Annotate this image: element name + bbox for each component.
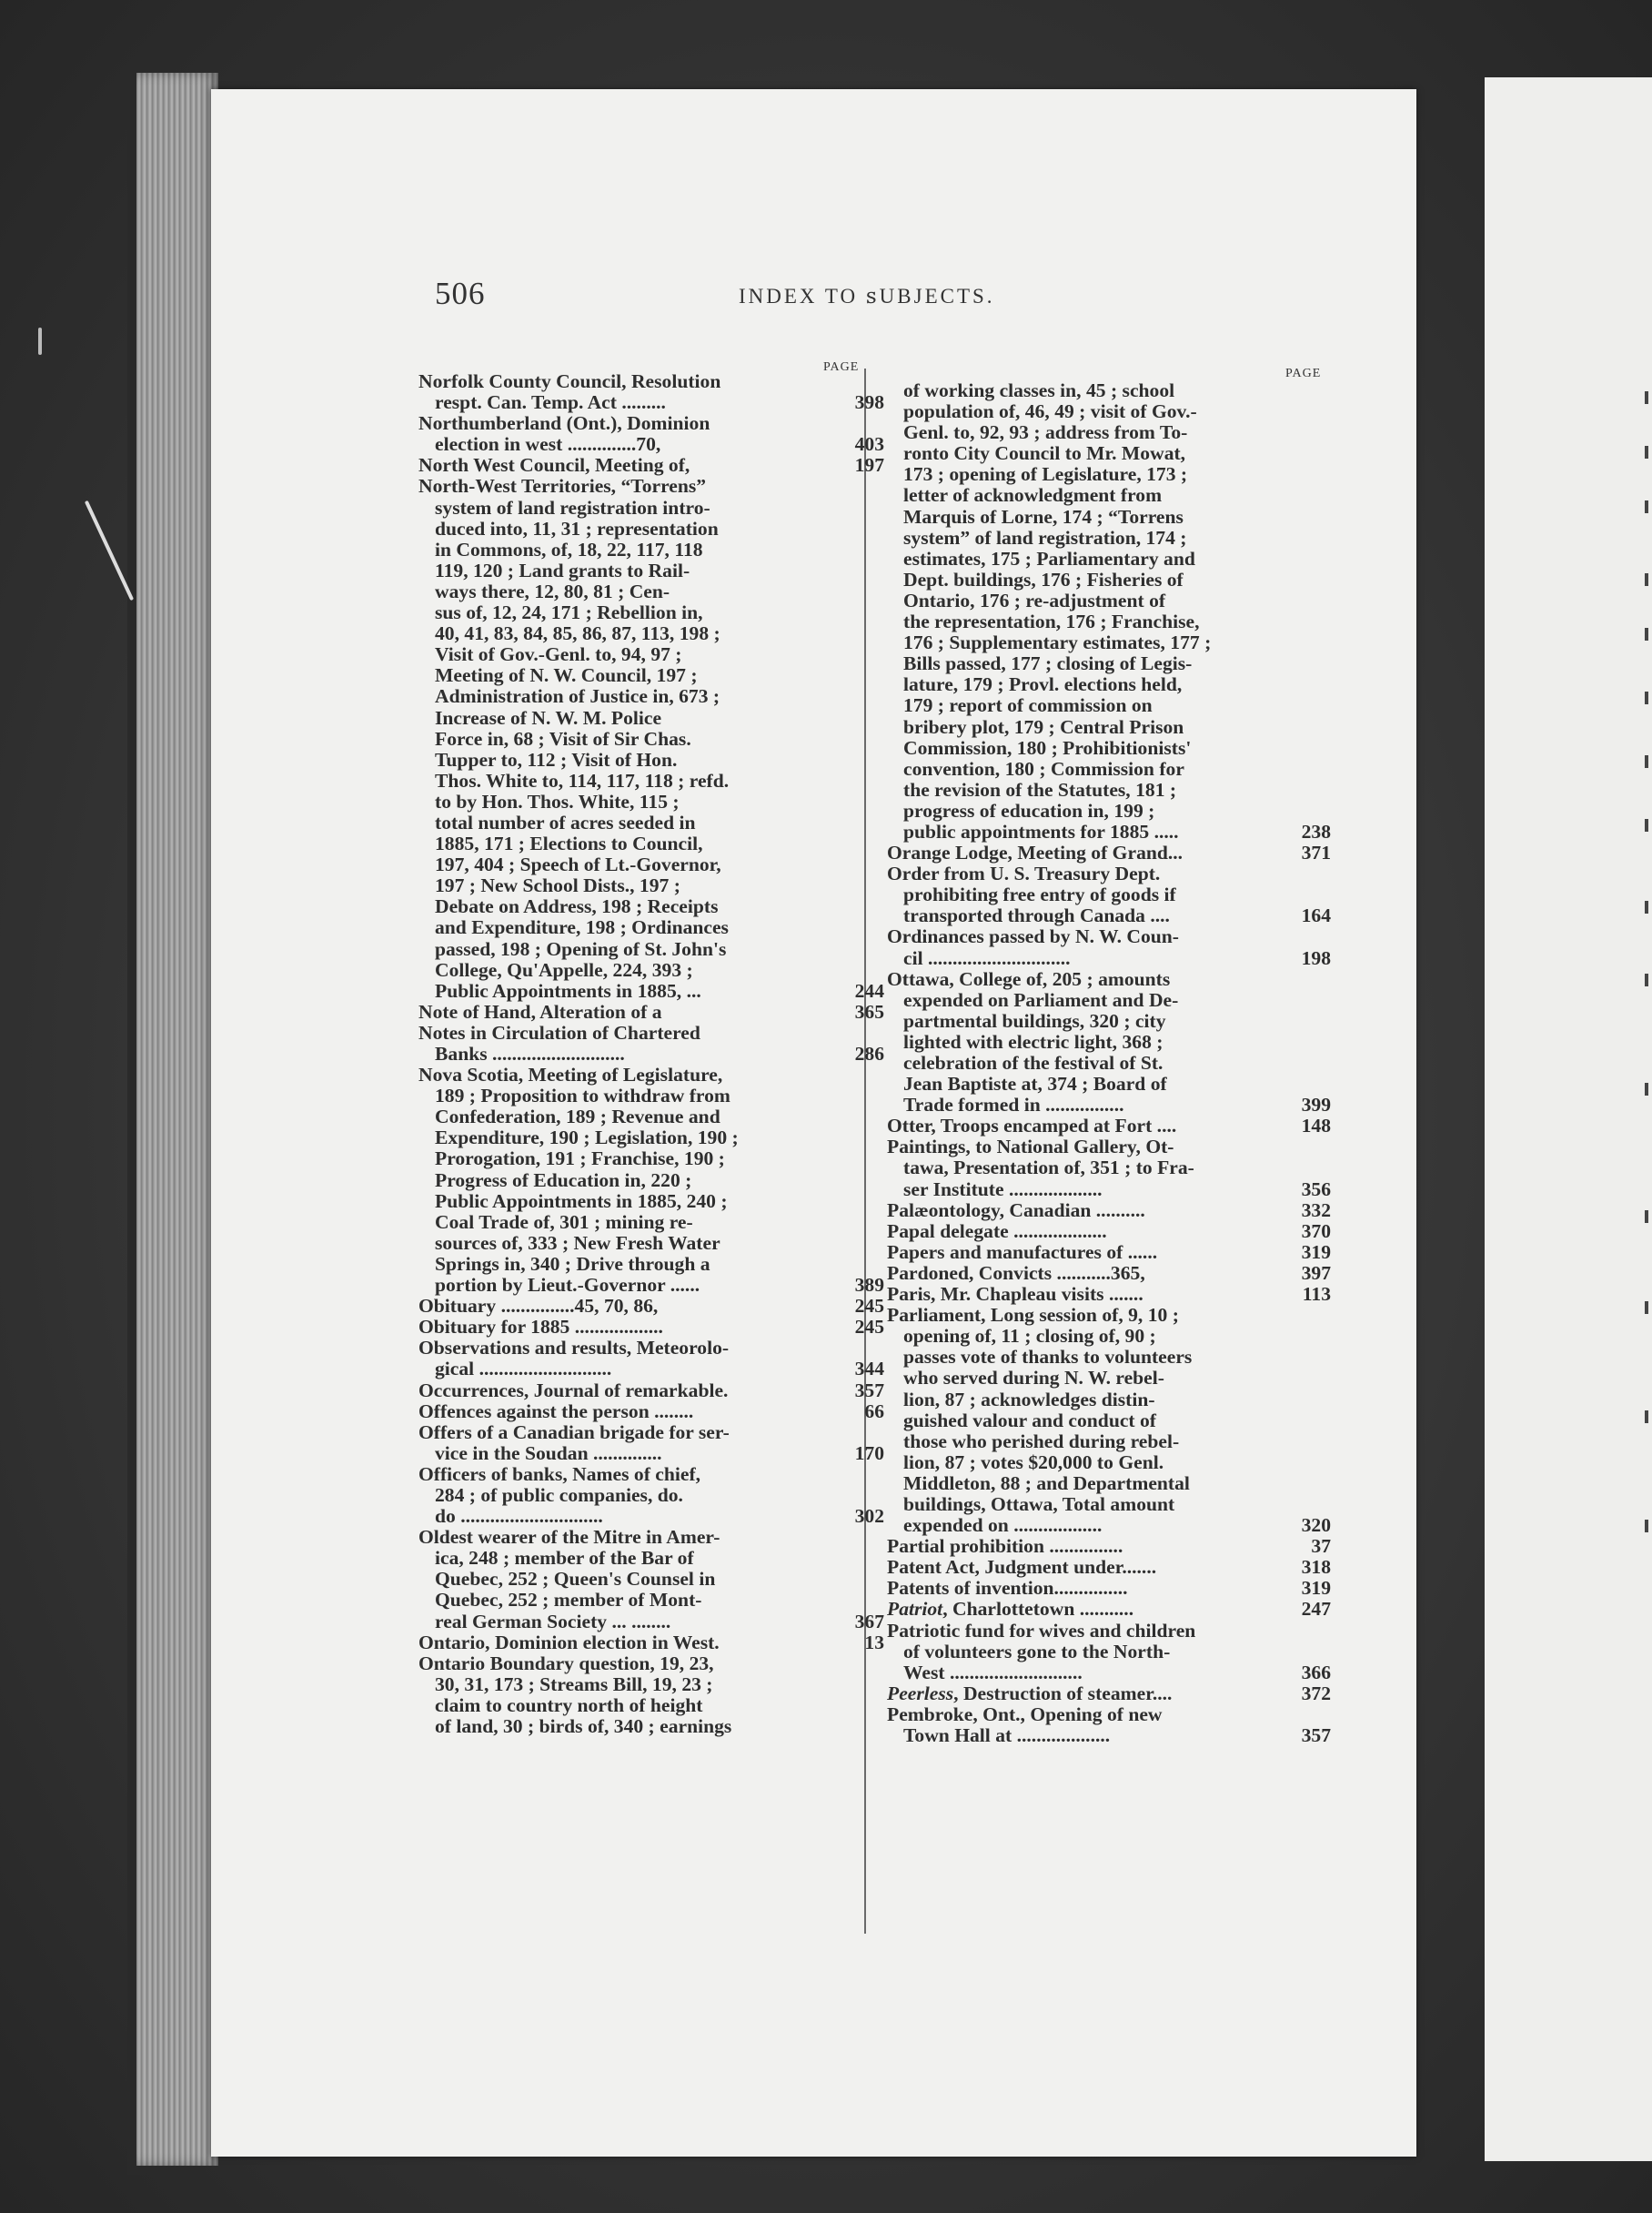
index-entry-line: Tupper to, 112 ; Visit of Hon. [435, 749, 678, 771]
index-entry-line: guished valour and conduct of [903, 1410, 1156, 1431]
index-entry-line: 119, 120 ; Land grants to Rail- [435, 560, 690, 581]
index-entry-line: Pardoned, Convicts ...........365, [887, 1262, 1145, 1284]
index-entry-line: Obituary ...............45, 70, 86, [418, 1296, 659, 1318]
index-column-left [418, 371, 884, 1737]
index-entry-page: 170 [854, 1441, 884, 1464]
index-entry-line: Coal Trade of, 301 ; mining re- [435, 1211, 693, 1233]
index-entry-line: Note of Hand, Alteration of a [418, 1001, 662, 1023]
index-entry-line: Patent Act, Judgment under....... [887, 1557, 1157, 1579]
index-entry-line: convention, 180 ; Commission for [903, 758, 1184, 780]
index-entry-line: Orange Lodge, Meeting of Grand... [887, 843, 1184, 864]
index-entry-line: ways there, 12, 80, 81 ; Cen- [435, 581, 670, 602]
index-entry-line: tawa, Presentation of, 351 ; to Fra- [903, 1157, 1194, 1179]
index-entry-line: opening of, 11 ; closing of, 90 ; [903, 1326, 1156, 1348]
index-entry-line: Papal delegate ................... [887, 1220, 1107, 1242]
index-entry-line: Partial prohibition ............... [887, 1536, 1123, 1558]
index-entry-line: North-West Territories, “Torrens” [418, 476, 707, 498]
index-entry-line: sus of, 12, 24, 171 ; Rebellion in, [435, 602, 703, 624]
index-entry-page: 320 [1301, 1514, 1331, 1537]
scan-scratch [38, 328, 42, 355]
index-entry-page: 372 [1301, 1682, 1331, 1704]
index-entry-line: system of land registration intro- [435, 497, 710, 519]
index-entry-line: claim to country north of height [435, 1694, 703, 1716]
index-entry-page: 302 [854, 1505, 884, 1528]
index-entry-page: 356 [1301, 1177, 1331, 1200]
index-entry-line: Expenditure, 190 ; Legislation, 190 ; [435, 1127, 739, 1149]
index-entry-line: Oldest wearer of the Mitre in Amer- [418, 1527, 720, 1549]
index-entry-line: Visit of Gov.-Genl. to, 94, 97 ; [435, 644, 682, 666]
index-entry [887, 864, 1331, 926]
index-entry-line: real German Society ... ........ [435, 1611, 671, 1632]
index-entry-line: Officers of banks, Names of chief, [418, 1463, 701, 1485]
index-entry-line: Quebec, 252 ; member of Mont- [435, 1590, 702, 1612]
index-entry-line: Offers of a Canadian brigade for ser- [418, 1421, 730, 1443]
index-entry-line: 30, 31, 173 ; Streams Bill, 19, 23 ; [435, 1673, 713, 1695]
index-entry [887, 926, 1331, 968]
index-entry-line: Force in, 68 ; Visit of Sir Chas. [435, 728, 691, 750]
index-entry-line: Northumberland (Ont.), Dominion [418, 413, 710, 435]
index-entry-line: Ottawa, College of, 205 ; amounts [887, 968, 1171, 990]
index-entry-page: 113 [1302, 1283, 1331, 1306]
index-entry-line: Confederation, 189 ; Revenue and [435, 1106, 720, 1128]
facing-page-margin-marks [1645, 391, 1652, 1665]
index-entry-line: Trade formed in ................ [903, 1095, 1124, 1117]
index-entry-line: Progress of Education in, 220 ; [435, 1169, 692, 1191]
index-entry-line: lature, 179 ; Provl. elections held, [903, 674, 1183, 696]
index-entry-page: 238 [1301, 820, 1331, 843]
index-entry-line: ica, 248 ; member of the Bar of [435, 1548, 694, 1570]
index-entry-line: lion, 87 ; acknowledges distin- [903, 1389, 1155, 1410]
index-entry-line: buildings, Ottawa, Total amount [903, 1493, 1175, 1515]
index-entry-page: 344 [854, 1358, 884, 1380]
index-entry-line: portion by Lieut.-Governor ...... [435, 1275, 700, 1297]
index-entry-page: 148 [1301, 1115, 1331, 1137]
index-entry-page: 245 [854, 1316, 884, 1339]
index-entry-line: lion, 87 ; votes $20,000 to Genl. [903, 1451, 1164, 1473]
index-entry [418, 1380, 884, 1401]
page-number: 506 [435, 276, 486, 311]
index-entry [418, 413, 884, 455]
index-entry [418, 1317, 884, 1338]
index-entry-line: Springs in, 340 ; Drive through a [435, 1253, 710, 1275]
index-entry [887, 1557, 1331, 1578]
page-column-label-right: PAGE [1285, 367, 1322, 380]
index-entry-line: Order from U. S. Treasury Dept. [887, 864, 1161, 885]
index-entry-line: 189 ; Proposition to withdraw from [435, 1086, 730, 1107]
index-entry-line: Patents of invention............... [887, 1578, 1128, 1600]
index-entry [887, 1704, 1331, 1746]
index-entry-line: and Expenditure, 198 ; Ordinances [435, 917, 729, 939]
index-entry-page: 399 [1301, 1094, 1331, 1117]
index-entry-page: 37 [1311, 1535, 1331, 1558]
index-entry-page: 398 [854, 391, 884, 414]
index-entry-line: Norfolk County Council, Resolution [418, 371, 721, 392]
index-entry-line: Ontario Boundary question, 19, 23, [418, 1652, 714, 1674]
index-entry-line: cil ............................. [903, 947, 1071, 969]
index-entry [418, 1002, 884, 1023]
index-entry [418, 1065, 884, 1296]
index-entry [418, 1464, 884, 1527]
index-entry-line: Parliament, Long session of, 9, 10 ; [887, 1305, 1179, 1327]
index-entry-line: Jean Baptiste at, 374 ; Board of [903, 1074, 1167, 1096]
index-entry-line: 179 ; report of commission on [903, 695, 1153, 717]
index-entry-line: Debate on Address, 198 ; Receipts [435, 896, 719, 918]
index-entry-line: total number of acres seeded in [435, 812, 696, 834]
index-entry-line: Observations and results, Meteorolo- [418, 1338, 730, 1359]
index-entry [418, 371, 884, 413]
index-entry [887, 1599, 1331, 1620]
index-entry-line: Nova Scotia, Meeting of Legislature, [418, 1065, 723, 1086]
index-entry-line: Pembroke, Ont., Opening of new [887, 1703, 1163, 1725]
index-entry-line: 1885, 171 ; Elections to Council, [435, 834, 703, 855]
index-entry-page: 357 [854, 1379, 884, 1401]
index-entry-line: Patriot, Charlottetown ........... [887, 1599, 1134, 1621]
index-entry-line: Palæontology, Canadian .......... [887, 1199, 1145, 1221]
index-entry-line: of volunteers gone to the North- [903, 1641, 1171, 1662]
index-entry-line: Ontario, 176 ; re-adjustment of [903, 590, 1166, 611]
index-entry [418, 1296, 884, 1317]
index-entry-line: Town Hall at ................... [903, 1725, 1111, 1746]
index-entry-page: 371 [1301, 842, 1331, 864]
index-entry-line: Paintings, to National Gallery, Ot- [887, 1137, 1174, 1158]
index-entry [887, 1200, 1331, 1221]
index-entry-line: the representation, 176 ; Franchise, [903, 611, 1200, 633]
index-entry-line: partmental buildings, 320 ; city [903, 1010, 1166, 1032]
index-entry-line: passed, 198 ; Opening of St. John's [435, 938, 727, 960]
index-entry-line: 197, 404 ; Speech of Lt.-Governor, [435, 854, 721, 876]
index-entry-line: estimates, 175 ; Parliamentary and [903, 548, 1195, 570]
index-entry [418, 1632, 884, 1653]
index-entry-line: Middleton, 88 ; and Departmental [903, 1472, 1190, 1494]
index-entry-page: 389 [854, 1274, 884, 1297]
index-entry-line: North West Council, Meeting of, [418, 455, 690, 477]
index-entry-line: prohibiting free entry of goods if [903, 884, 1176, 906]
index-entry-page: 197 [854, 454, 884, 477]
index-entry-page: 164 [1301, 904, 1331, 927]
index-entry-line: duced into, 11, 31 ; representation [435, 518, 719, 540]
index-entry-line: Occurrences, Journal of remarkable. [418, 1379, 729, 1401]
index-entry-page: 286 [854, 1043, 884, 1065]
index-entry-line: election in west ..............70, [435, 434, 661, 456]
index-entry-line: Notes in Circulation of Chartered [418, 1022, 700, 1044]
index-entry-line: 40, 41, 83, 84, 85, 86, 87, 113, 198 ; [435, 623, 720, 645]
index-entry [418, 1338, 884, 1379]
index-entry-line: West ........................... [903, 1662, 1083, 1683]
index-entry-line: passes vote of thanks to volunteers [903, 1347, 1193, 1369]
running-head: INDEX TO ꜱUBJECTS. [739, 285, 995, 308]
index-entry [887, 1284, 1331, 1305]
index-entry-line: who served during N. W. rebel- [903, 1368, 1164, 1389]
page-edges [136, 73, 218, 2166]
facing-page [1485, 77, 1652, 2161]
index-entry-line: Otter, Troops encamped at Fort .... [887, 1116, 1177, 1137]
index-entry-line: 173 ; opening of Legislature, 173 ; [903, 464, 1188, 486]
index-entry-line: Bills passed, 177 ; closing of Legis- [903, 653, 1193, 675]
page-column-label-left: PAGE [823, 360, 860, 374]
index-entry-line: ronto City Council to Mr. Mowat, [903, 443, 1186, 465]
index-entry [887, 1621, 1331, 1683]
index-entry-line: do ............................. [435, 1506, 603, 1528]
index-entry-line: Public Appointments in 1885, ... [435, 980, 701, 1002]
index-entry-page: 245 [854, 1295, 884, 1318]
index-entry-line: lighted with electric light, 368 ; [903, 1031, 1163, 1053]
index-column-right [887, 380, 1331, 1746]
index-entry-page: 319 [1301, 1577, 1331, 1600]
index-entry [418, 476, 884, 1001]
index-entry-page: 319 [1301, 1240, 1331, 1263]
index-entry-page: 365 [854, 1000, 884, 1023]
index-entry-line: sources of, 333 ; New Fresh Water [435, 1232, 720, 1254]
index-entry-page: 247 [1301, 1598, 1331, 1621]
index-entry-page: 332 [1301, 1198, 1331, 1221]
index-entry-page: 357 [1301, 1724, 1331, 1746]
index-entry-line: Offences against the person ........ [418, 1400, 694, 1422]
index-entry-line: gical ........................... [435, 1359, 612, 1380]
index-entry-line: respt. Can. Temp. Act ......... [435, 392, 666, 414]
index-entry-line: 176 ; Supplementary estimates, 177 ; [903, 632, 1212, 654]
index-entry-line: expended on .................. [903, 1515, 1103, 1537]
index-entry-line: system” of land registration, 174 ; [903, 527, 1187, 549]
index-entry-line: Thos. White to, 114, 117, 118 ; refd. [435, 770, 730, 792]
index-entry [887, 969, 1331, 1117]
index-entry-line: ser Institute ................... [903, 1178, 1103, 1200]
index-entry [418, 1023, 884, 1065]
index-entry-page: 198 [1301, 946, 1331, 969]
index-entry-line: celebration of the festival of St. [903, 1053, 1163, 1074]
index-entry [887, 843, 1331, 864]
index-entry-page: 370 [1301, 1219, 1331, 1242]
index-entry-line: Dept. buildings, 176 ; Fisheries of [903, 569, 1184, 591]
index-entry-line: expended on Parliament and De- [903, 989, 1179, 1011]
index-entry-line: Administration of Justice in, 673 ; [435, 686, 720, 708]
index-entry-line: 197 ; New School Dists., 197 ; [435, 875, 680, 897]
index-entry-line: Obituary for 1885 .................. [418, 1317, 663, 1339]
index-entry-line: Marquis of Lorne, 174 ; “Torrens [903, 506, 1184, 528]
index-entry-line: Commission, 180 ; Prohibitionists' [903, 737, 1192, 759]
index-entry-line: to by Hon. Thos. White, 115 ; [435, 791, 680, 813]
index-entry-line: progress of education in, 199 ; [903, 800, 1155, 822]
index-entry [887, 1305, 1331, 1536]
index-entry-line: Quebec, 252 ; Queen's Counsel in [435, 1569, 716, 1591]
index-entry [418, 1401, 884, 1422]
index-entry [887, 1683, 1331, 1704]
index-entry [887, 1221, 1331, 1242]
index-entry [887, 1116, 1331, 1137]
index-entry-page: 366 [1301, 1661, 1331, 1683]
index-entry-line: Ontario, Dominion election in West. [418, 1632, 720, 1653]
index-entry [887, 1242, 1331, 1263]
index-entry [418, 1527, 884, 1632]
index-entry-line: Peerless, Destruction of steamer.... [887, 1682, 1173, 1704]
index-entry-line: in Commons, of, 18, 22, 117, 118 [435, 539, 703, 561]
index-entry-page: 13 [864, 1631, 884, 1653]
index-entry-line: transported through Canada .... [903, 905, 1170, 927]
index-entry [418, 1422, 884, 1464]
index-entry [418, 1653, 884, 1737]
index-entry-page: 244 [854, 979, 884, 1002]
index-entry-line: Papers and manufactures of ...... [887, 1241, 1158, 1263]
index-entry-line: public appointments for 1885 ..... [903, 821, 1179, 843]
index-entry-line: of land, 30 ; birds of, 340 ; earnings [435, 1716, 732, 1737]
index-entry-page: 66 [864, 1400, 884, 1422]
index-entry-line: Paris, Mr. Chapleau visits ....... [887, 1284, 1143, 1306]
index-entry-page: 397 [1301, 1261, 1331, 1284]
index-entry [887, 1536, 1331, 1557]
index-entry-line: Public Appointments in 1885, 240 ; [435, 1190, 728, 1212]
index-entry [418, 455, 884, 476]
index-entry-page: 318 [1301, 1556, 1331, 1579]
index-entry-line: the revision of the Statutes, 181 ; [903, 779, 1177, 801]
index-entry-line: letter of acknowledgment from [903, 485, 1163, 507]
index-entry-page: 403 [854, 433, 884, 456]
index-entry [887, 1578, 1331, 1599]
index-entry-page: 367 [854, 1610, 884, 1632]
index-entry-line: Ordinances passed by N. W. Coun- [887, 926, 1179, 948]
index-entry-line: 284 ; of public companies, do. [435, 1484, 683, 1506]
index-entry-line: those who perished during rebel- [903, 1430, 1180, 1452]
index-entry-line: Prorogation, 191 ; Franchise, 190 ; [435, 1148, 725, 1170]
index-entry [887, 1263, 1331, 1284]
index-entry [887, 380, 1331, 843]
index-entry [887, 1137, 1331, 1199]
index-entry-line: of working classes in, 45 ; school [903, 380, 1175, 401]
index-entry-line: Patriotic fund for wives and children [887, 1620, 1196, 1642]
index-entry-line: Meeting of N. W. Council, 197 ; [435, 665, 698, 687]
index-entry-line: Genl. to, 92, 93 ; address from To- [903, 422, 1188, 444]
index-entry-line: population of, 46, 49 ; visit of Gov.- [903, 401, 1197, 423]
index-entry-line: bribery plot, 179 ; Central Prison [903, 716, 1184, 738]
index-entry-line: College, Qu'Appelle, 224, 393 ; [435, 959, 693, 981]
index-entry-line: vice in the Soudan .............. [435, 1442, 662, 1464]
index-entry-line: Banks ........................... [435, 1044, 625, 1065]
index-entry-line: Increase of N. W. M. Police [435, 707, 662, 729]
